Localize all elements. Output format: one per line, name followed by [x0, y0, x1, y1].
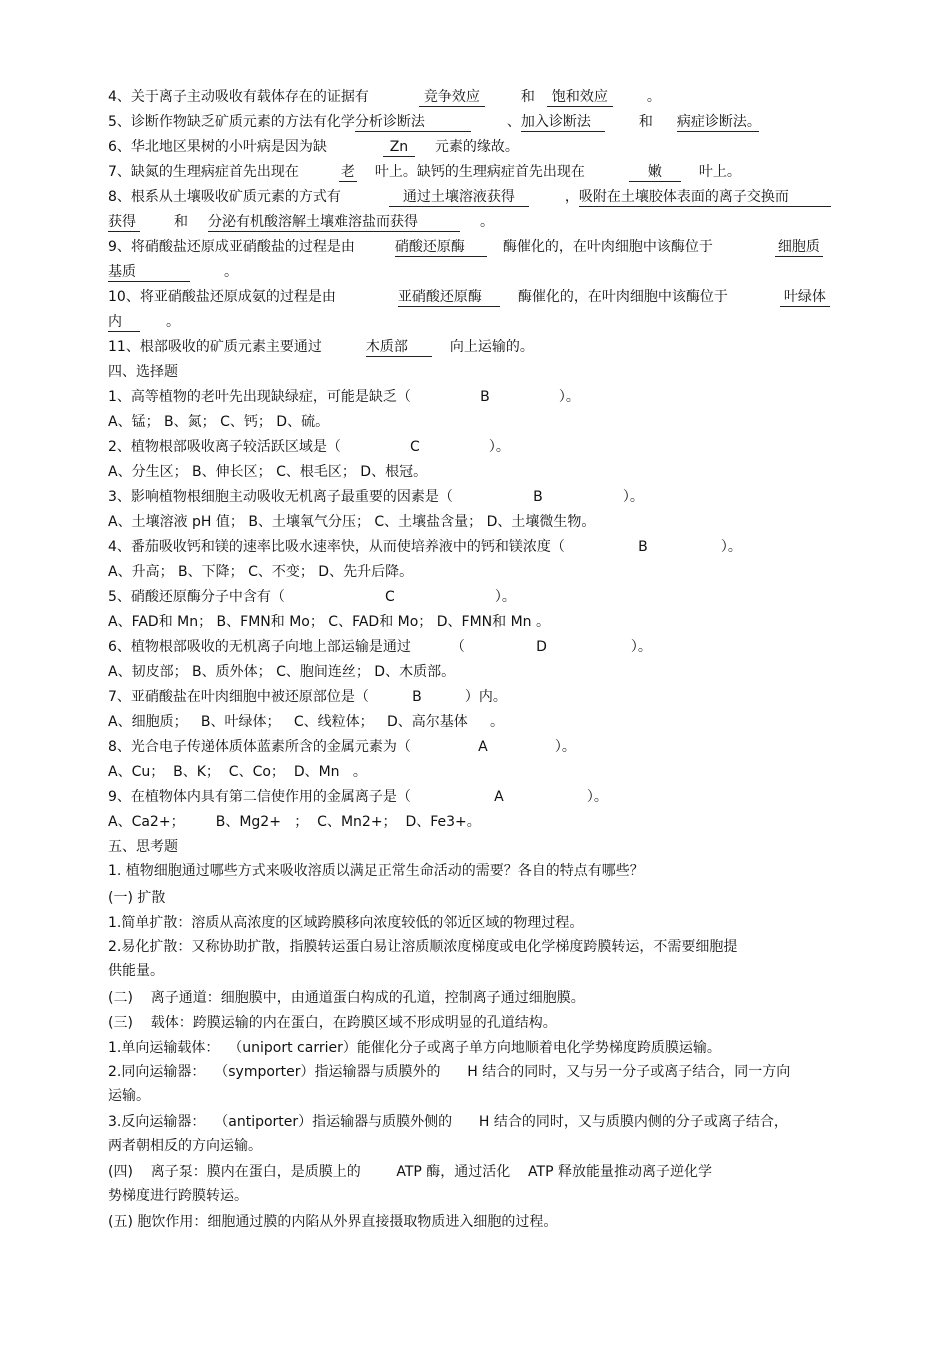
question-text: 7、亚硝酸盐在叶肉细胞中被还原部位是（ — [108, 689, 369, 705]
choice-question-6 — [108, 638, 652, 656]
question-text: 酶催化的，在叶肉细胞中该酶位于 — [517, 289, 728, 305]
think-line: 两者朝相反的方向运输。 — [108, 1138, 262, 1154]
question-text: 。 — [166, 314, 180, 330]
think-line: 3.反向运输器： （antiporter）指运输器与质膜外侧的 H 结合的同时，又与质膜内侧的分子或离子结合， — [108, 1114, 788, 1130]
answer-blank: 内 — [108, 314, 140, 332]
answer-letter: C — [385, 589, 395, 605]
choice-options-3: A、土壤溶液 pH 值； B、土壤氧气分压； C、土壤盐含量； D、土壤微生物。 — [108, 514, 596, 530]
question-text: 6、华北地区果树的小叶病是因为缺 — [108, 139, 327, 155]
answer-letter: B — [638, 539, 648, 555]
question-text: ）。 — [554, 739, 576, 755]
answer-blank: Zn — [383, 139, 415, 157]
question-text: 7、缺氮的生理病症首先出现在 — [108, 164, 299, 180]
section-heading-choice: 四、选择题 — [108, 364, 178, 380]
answer-blank: 竞争效应 — [419, 89, 485, 107]
think-line: 运输。 — [108, 1088, 150, 1104]
question-text: 酶催化的，在叶肉细胞中该酶位于 — [502, 239, 713, 255]
think-line: (二) 离子通道：细胞膜中，由通道蛋白构成的孔道，控制离子通过细胞膜。 — [108, 990, 585, 1006]
fill-question-4 — [108, 88, 661, 107]
think-line: 2.同向运输器： （symporter）指运输器与质膜外的 H 结合的同时，又与另一分子或离子结合，同一方向 — [108, 1064, 791, 1080]
choice-options-6: A、韧皮部； B、质外体； C、胞间连丝； D、木质部。 — [108, 664, 456, 680]
choice-question-2 — [108, 438, 510, 456]
answer-blank: 嫩 — [629, 164, 681, 182]
fill-question-5 — [108, 113, 759, 132]
question-text: 4、关于离子主动吸收有载体存在的证据有 — [108, 89, 369, 105]
question-text: 9、在植物体内具有第二信使作用的金属离子是（ — [108, 789, 411, 805]
answer-blank: 分泌有机酸溶解土壤难溶盐而获得 — [208, 214, 460, 232]
choice-question-9 — [108, 788, 608, 806]
think-line: 供能量。 — [108, 963, 164, 979]
answer-blank: 饱和效应 — [547, 89, 613, 107]
answer-letter: （ D — [450, 639, 547, 655]
question-text: ， — [564, 189, 579, 205]
choice-options-1: A、锰； B、氮； C、钙； D、硫。 — [108, 414, 330, 430]
question-text: 4、番茄吸收钙和镁的速率比吸水速率快，从而使培养液中的钙和镁浓度（ — [108, 539, 565, 555]
fill-question-7 — [108, 163, 741, 182]
answer-letter: A — [478, 739, 488, 755]
question-text: ）。 — [630, 639, 652, 655]
choice-question-8 — [108, 738, 576, 756]
question-text: 2、植物根部吸收离子较活跃区域是（ — [108, 439, 341, 455]
answer-letter: B — [480, 389, 490, 405]
choice-question-3 — [108, 488, 644, 506]
question-text: 6、植物根部吸收的无机离子向地上部运输是通过 — [108, 639, 411, 655]
answer-blank: 病症诊断法。 — [676, 114, 761, 130]
question-text: 元素的缘故。 — [434, 139, 519, 155]
question-text: 。 — [480, 214, 494, 230]
question-text: 叶上。缺钙的生理病症首先出现在 — [374, 164, 585, 180]
think-line: (三) 载体：跨膜运输的内在蛋白，在跨膜区域不形成明显的孔道结构。 — [108, 1015, 557, 1031]
fill-question-10-cont — [108, 313, 180, 332]
think-line: 势梯度进行跨膜转运。 — [108, 1188, 248, 1204]
answer-blank: 硝酸还原酶 — [395, 239, 487, 257]
choice-options-2: A、分生区； B、伸长区； C、根毛区； D、根冠。 — [108, 464, 428, 480]
question-text: 8、根系从土壤吸收矿质元素的方式有 — [108, 189, 341, 205]
question-text: 5、诊断作物缺乏矿质元素的方法有化学 — [108, 114, 355, 130]
choice-options-8: A、Cu； B、K； C、Co； D、Mn 。 — [108, 764, 367, 780]
choice-options-9: A、Ca2+； B、Mg2+ ； C、Mn2+； D、Fe3+。 — [108, 814, 481, 830]
answer-blank: 分析诊断法 — [355, 114, 471, 132]
answer-letter: B — [412, 689, 422, 705]
choice-question-5 — [108, 588, 516, 606]
question-text: 11、根部吸收的矿质元素主要通过 — [108, 339, 322, 355]
choice-options-5: A、FAD和 Mn； B、FMN和 Mo； C、FAD和 Mo； D、FMN和 Mn 。 — [108, 614, 550, 630]
answer-blank: 老 — [340, 164, 355, 180]
question-text: 和 — [174, 214, 188, 230]
question-text: 和 — [638, 114, 653, 130]
fill-question-10 — [108, 288, 830, 307]
question-text: 9、将硝酸盐还原成亚硝酸盐的过程是由 — [108, 239, 355, 255]
question-text: ）。 — [494, 589, 516, 605]
question-text: 。 — [224, 264, 238, 280]
question-text: ）。 — [622, 489, 644, 505]
answer-blank: 获得 — [108, 214, 140, 232]
question-text: ）。 — [586, 789, 608, 805]
answer-letter: C — [410, 439, 420, 455]
choice-options-4: A、升高； B、下降； C、不变； D、先升后降。 — [108, 564, 414, 580]
question-text: 8、光合电子传递体质体蓝素所含的金属元素为（ — [108, 739, 411, 755]
answer-blank: 亚硝酸还原酶 — [398, 289, 500, 307]
question-text: ）。 — [558, 389, 580, 405]
fill-question-9 — [108, 238, 823, 257]
section-heading-think: 五、思考题 — [108, 839, 178, 855]
answer-blank: 细胞质 — [775, 239, 823, 257]
question-text: ）。 — [720, 539, 742, 555]
choice-question-1 — [108, 388, 580, 406]
question-text: 、 — [506, 114, 521, 130]
question-text: 5、硝酸还原酶分子中含有（ — [108, 589, 285, 605]
choice-options-7: A、细胞质； B、叶绿体； C、线粒体； D、高尔基体 。 — [108, 714, 505, 730]
think-line: 2.易化扩散：又称协助扩散，指膜转运蛋白易让溶质顺浓度梯度或电化学梯度跨膜转运，不需要细胞提 — [108, 939, 738, 955]
question-text: 叶上。 — [698, 164, 741, 180]
choice-question-7 — [108, 688, 507, 706]
question-text: ）内。 — [464, 689, 507, 705]
think-line: 1.单向运输载体： （uniport carrier）能催化分子或离子单方向地顺着电化学势梯度跨质膜运输。 — [108, 1040, 721, 1056]
question-text: 和 — [520, 89, 535, 105]
question-text: 。 — [646, 89, 661, 105]
choice-question-4 — [108, 538, 742, 556]
answer-letter: B — [533, 489, 543, 505]
answer-blank: 通过土壤溶液获得 — [389, 189, 529, 207]
think-line: (五) 胞饮作用：细胞通过膜的内陷从外界直接摄取物质进入细胞的过程。 — [108, 1214, 558, 1230]
think-line: 1.简单扩散：溶质从高浓度的区域跨膜移向浓度较低的邻近区域的物理过程。 — [108, 915, 584, 931]
fill-question-6 — [108, 138, 519, 157]
fill-question-11 — [108, 338, 534, 357]
answer-letter: A — [494, 789, 504, 805]
think-subheading: (一) 扩散 — [108, 890, 166, 906]
think-line: (四) 离子泵：膜内在蛋白，是质膜上的 ATP 酶，通过活化 ATP 释放能量推动离子逆化学 — [108, 1164, 712, 1180]
answer-blank: 木质部 — [366, 339, 432, 357]
answer-blank: 叶绿体 — [780, 289, 830, 307]
question-text: 10、将亚硝酸盐还原成氨的过程是由 — [108, 289, 336, 305]
think-question-1: 1. 植物细胞通过哪些方式来吸收溶质以满足正常生命活动的需要？各自的特点有哪些？ — [108, 863, 644, 879]
fill-question-9-cont — [108, 263, 238, 282]
answer-blank: 基质 — [108, 264, 190, 282]
fill-question-8-cont — [108, 213, 494, 232]
question-text: 向上运输的。 — [449, 339, 534, 355]
answer-blank: 加入诊断法 — [521, 114, 605, 132]
question-text: ）。 — [488, 439, 510, 455]
answer-blank: 吸附在土壤胶体表面的离子交换而 — [579, 189, 831, 207]
fill-question-8 — [108, 188, 831, 207]
question-text: 3、影响植物根细胞主动吸收无机离子最重要的因素是（ — [108, 489, 453, 505]
question-text: 1、高等植物的老叶先出现缺绿症，可能是缺乏（ — [108, 389, 411, 405]
